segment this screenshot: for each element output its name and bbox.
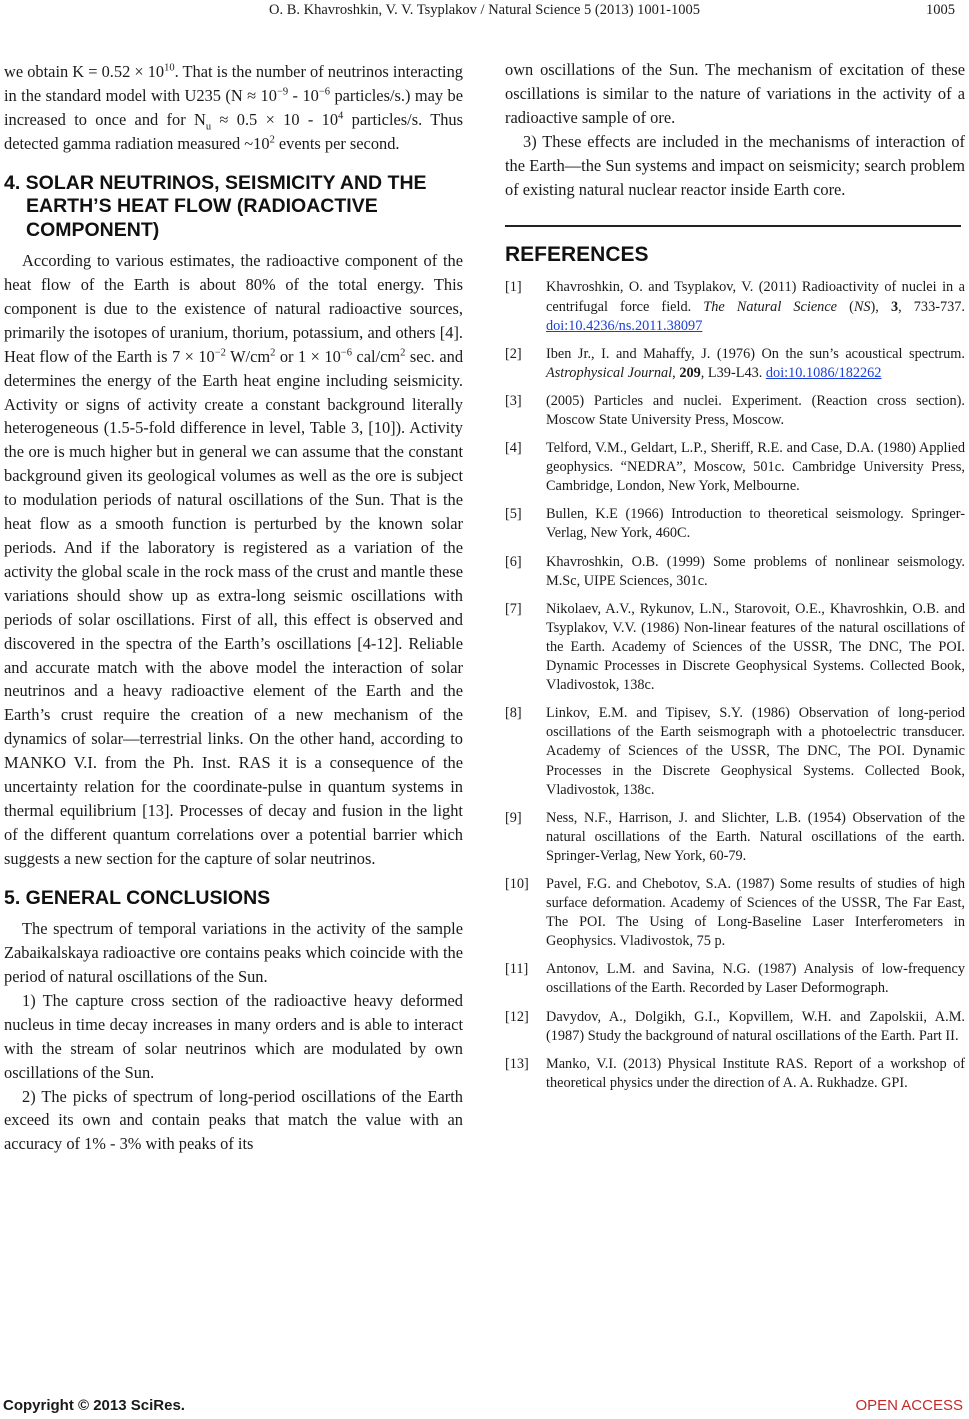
reference-text: Antonov, L.M. and Savina, N.G. (1987) Analysis of low-frequency oscillations of the Earth. Recorded by Laser Deformograph. xyxy=(546,961,965,997)
reference-number: [3] xyxy=(505,392,522,409)
reference-number: [12] xyxy=(505,1008,529,1025)
reference-text: Pavel, F.G. and Chebotov, S.A. (1987) Some results of studies of high surface deformation. Academy of Sciences of the USSR, The Far East, The POI. The Using of Long-Baseline Laser Interferometers in Geophysics. Vladivostok, 75 p. xyxy=(546,875,965,950)
conclusion-item-2: 2) The picks of spectrum of long-period oscillations of the Earth exceed its own and contain peaks that match the value with an accuracy of 1% - 3% with peaks of its xyxy=(4,1086,463,1154)
doi-link[interactable]: doi:10.4236/ns.2011.38097 xyxy=(546,317,703,334)
left-column xyxy=(4,60,463,1156)
reference-number: [2] xyxy=(505,345,522,362)
conclusion-paragraph: The spectrum of temporal variations in the activity of the sample Zabaikalskaya radioactive ore contains peaks which coincide with the period of natural oscillations of the Sun. xyxy=(4,919,463,986)
reference-item xyxy=(505,600,965,695)
reference-number: [11] xyxy=(505,961,529,978)
reference-item xyxy=(505,505,965,543)
reference-item xyxy=(505,1008,965,1046)
reference-item xyxy=(505,960,965,998)
doi-link[interactable]: doi:10.1086/182262 xyxy=(765,364,882,381)
superscript: −6 xyxy=(318,86,331,98)
reference-text: Khavroshkin, O. and Tsyplakov, V. (2011) Radioactivity of nuclei in a centrifugal force field. The Natural Science (NS), 3, 733-737. doi:10.4236/ns.2011.38097 xyxy=(546,279,965,334)
subscript: u xyxy=(205,121,212,133)
running-title: O. B. Khavroshkin, V. V. Tsyplakov / Natural Science 5 (2013) 1001-1005 xyxy=(269,2,700,18)
reference-item xyxy=(505,809,965,866)
reference-item xyxy=(505,553,965,591)
italic-text: The Natural Science xyxy=(703,298,838,315)
conclusion-item-3: 3) These effects are included in the mechanisms of interaction of the Earth—the Sun systems and impact on seismicity; search problem of existing natural nuclear reactor inside Earth core. xyxy=(505,131,965,199)
superscript: −9 xyxy=(276,86,289,98)
intro-paragraph: we obtain $K = 0.52 \times 10^{10}$. That is the number of neutrinos interacting in the standard model with U235 ($N \approx 10^{-9} - 10^{-6}$ particles/s.) may be increased to once and for $N_u \approx 0.5 \times 10 - 10^4$ particles/s. Thus detected gamma radiation measured $\sim 10^2$ events per second. xyxy=(4,62,464,153)
superscript: 2 xyxy=(269,134,275,146)
reference-item xyxy=(505,439,965,496)
reference-number: [1] xyxy=(505,279,522,296)
conclusion-item-1: 1) The capture cross section of the radioactive heavy deformed nucleus in time decay increases in many orders and is able to interact with the stream of solar neutrinos which are modulated by own oscillations of the Sun. xyxy=(4,990,463,1082)
section-5-title: 5. GENERAL CONCLUSIONS xyxy=(4,886,271,909)
running-header xyxy=(0,2,969,22)
reference-text: Nikolaev, A.V., Rykunov, L.N., Starovoit, O.E., Khavroshkin, O.B. and Tsyplakov, V.V. (1986) Non-linear features of the natural oscillations of the Earth. Academy of Sciences of the USSR, The DNC, The POI. Dynamic Processes in Discrete Geophysical Systems. Collected Book, Vladivostok, 138c. xyxy=(546,600,965,694)
reference-text: Manko, V.I. (2013) Physical Institute RAS. Report of a workshop of theoretical physics under the direction of A. A. Rukhadze. GPI. xyxy=(546,1055,965,1091)
open-access-label: OPEN ACCESS xyxy=(855,1397,963,1414)
reference-number: [4] xyxy=(505,440,522,457)
reference-text: Ness, N.F., Harrison, J. and Slichter, L.B. (1954) Observation of the natural oscillations of the Earth. Natural oscillations of the earth. Springer-Verlag, New York, 60-79. xyxy=(546,809,965,864)
right-column xyxy=(505,58,965,1102)
copyright-notice: Copyright © 2013 SciRes. xyxy=(3,1397,185,1414)
references-list xyxy=(505,278,965,1092)
reference-item xyxy=(505,345,965,383)
section-divider xyxy=(505,225,961,227)
reference-number: [10] xyxy=(505,875,529,892)
reference-text: Iben Jr., I. and Mahaffy, J. (1976) On the sun’s acoustical spectrum. Astrophysical Journal, 209, L39-L43. doi:10.1086/182262 xyxy=(546,345,965,381)
reference-number: [6] xyxy=(505,553,522,570)
reference-number: [13] xyxy=(505,1055,529,1072)
superscript: 2 xyxy=(270,347,276,359)
reference-number: [5] xyxy=(505,506,522,523)
italic-text: NS xyxy=(853,298,871,315)
superscript: 4 xyxy=(338,110,344,122)
reference-text: Telford, V.M., Geldart, L.P., Sheriff, R.E. and Case, D.A. (1980) Applied geophysics. “NEDRA”, Moscow, 501c. Cambridge University Press, Cambridge, London, New York, Melbourne. xyxy=(546,440,965,495)
superscript: 2 xyxy=(400,347,406,359)
reference-text: Davydov, A., Dolgikh, G.I., Kopvillem, W.H. and Zapolskii, A.M. (1987) Study the background of natural oscillations of the Earth. Part II. xyxy=(546,1008,965,1044)
page-footer xyxy=(0,1397,969,1417)
section-4-paragraph: According to various estimates, the radioactive component of the heat flow of the Earth is about 80% of the total energy. This component is due to the existence of natural radioactive sources, primarily the isotopes of uranium, thorium, potassium, and others [4]. Heat flow of the Earth is $7 \times 10^{-2}$ $W/cm^2$ or $1 \times 10^{-6}$ cal/$cm^2$ sec. and determines the energy of the Earth heat engine including seismicity. Activity or signs of activity create a constant background literally heterogeneous (1.5-5-fold difference in level, Table 3, [10]). Activity the ore is much higher but in general we can assume that the constant background given its geological volumes as well as the ore is subject to modulation periods of natural oscillations of the Sun. That is the heat flow as a smooth function is perturbed by the known solar periods. And if the laboratory is registered as a variation of the activity the global scale in the rock mass of the crust and mantle these variations should show up as extra-long seismic oscillations with periods of solar oscillations. First of all, this effect is observed and discovered in the spectra of the Earth’s oscillations [4-12]. Reliable and accurate match with the above model the interaction of solar neutrinos and a heavy radioactive element of the Earth and the Earth’s crust require the creation of a new mechanism of the dynamics of solar—terrestrial links. On the other hand, according to MANKO V.I. from the Ph. Inst. RAS it is a consequence of the uncertainty relation for the coordinate-pulse in quantum systems in thermal equilibrium [13]. Processes of decay and fusion in the light of the different quantum correlations over a potential barrier which suggests a new section for the capture of solar neutrinos. xyxy=(4,251,464,868)
reference-text: (2005) Particles and nuclei. Experiment. (Reaction cross section). Moscow State University Press, Moscow. xyxy=(546,392,965,428)
superscript: 10 xyxy=(164,62,175,74)
reference-item xyxy=(505,278,965,335)
superscript: −2 xyxy=(214,347,226,359)
conclusion-continued: own oscillations of the Sun. The mechanism of excitation of these oscillations is similar to the nature of variations in the activity of a radioactive sample of ore. xyxy=(505,60,965,127)
page-number: 1005 xyxy=(926,2,955,18)
reference-item xyxy=(505,704,965,799)
reference-number: [9] xyxy=(505,809,522,826)
italic-text: Astrophysical Journal xyxy=(546,364,673,381)
reference-text: Linkov, E.M. and Tipisev, S.Y. (1986) Observation of long-period oscillations of the Earth seismograph with a photoelectric transducer. Academy of Sciences of the USSR, The DNC, The POI. Dynamic Processes in the Discrete Geophysical Systems. Collected Book, Vladivostok, 138c. xyxy=(546,705,965,798)
reference-number: [7] xyxy=(505,600,522,617)
reference-text: Khavroshkin, O.B. (1999) Some problems of nonlinear seismology. M.Sc, UIPE Sciences, 301c. xyxy=(546,553,965,589)
bold-text: 209 xyxy=(679,364,701,381)
reference-item xyxy=(505,392,965,430)
bold-text: 3 xyxy=(890,298,899,315)
reference-item xyxy=(505,1055,965,1093)
references-title: REFERENCES xyxy=(505,243,649,267)
reference-item xyxy=(505,875,965,951)
reference-number: [8] xyxy=(505,705,522,722)
reference-text: Bullen, K.E (1966) Introduction to theoretical seismology. Springer-Verlag, New York, 460C. xyxy=(546,506,965,542)
superscript: −6 xyxy=(340,347,352,359)
section-4-title: 4. SOLAR NEUTRINOS, SEISMICITY AND THE EARTH’S HEAT FLOW (RADIOACTIVE COMPONENT) xyxy=(4,171,427,241)
